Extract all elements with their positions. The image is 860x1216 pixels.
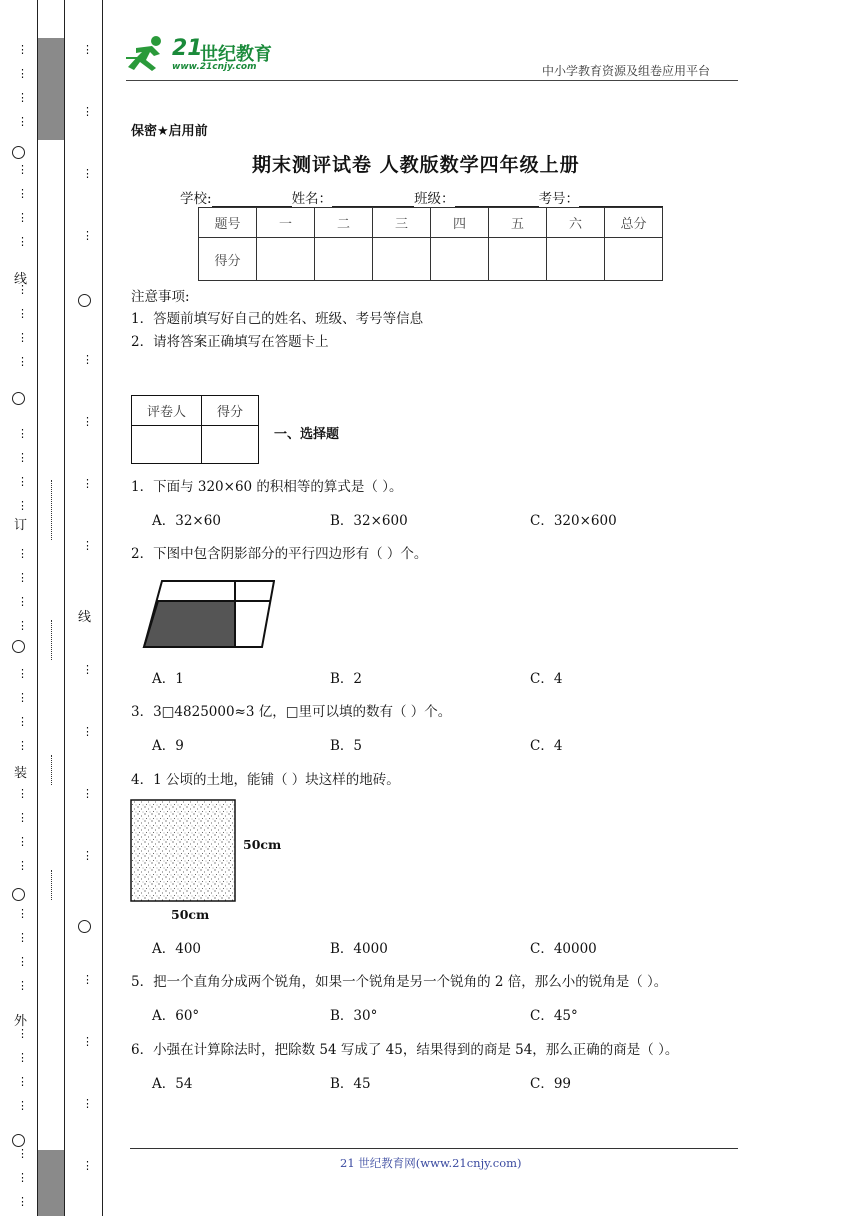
binding-dots: ⋮ [17,1051,28,1064]
binding-dots: ⋮ [17,955,28,968]
class-label: 班级： [414,191,455,207]
score-header-row [199,208,663,238]
dotted-mark [51,755,52,785]
binding-label: 线 [14,272,28,287]
option-a[interactable]: A．1 [152,671,184,687]
score-cell[interactable] [431,238,489,281]
info-fields [180,187,663,207]
binding-dots: ⋮ [82,849,93,862]
binding-dots: ⋮ [82,539,93,552]
binding-dots: ⋮ [82,477,93,490]
option-b[interactable]: B．5 [330,738,363,754]
binding-dots: ⋮ [17,1171,28,1184]
binding-dots: ⋮ [82,1097,93,1110]
binding-dots: ⋮ [82,725,93,738]
grader-score-label: 得分 [202,396,259,426]
binding-dots: ⋮ [82,415,93,428]
binding-hole-icon [12,888,25,901]
binding-dots: ⋮ [17,979,28,992]
binding-dots: ⋮ [17,427,28,440]
class-field[interactable] [455,193,539,207]
option-c[interactable]: C．45° [530,1008,578,1024]
binding-dots: ⋮ [17,835,28,848]
binding-dots: ⋮ [17,67,28,80]
binding-dots: ⋮ [17,1075,28,1088]
question-stem: 6．小强在计算除法时，把除数 54 写成了 45，结果得到的商是 54，那么正确的商是（ ）。 [131,1042,679,1058]
binding-dots: ⋮ [17,907,28,920]
binding-dots: ⋮ [17,475,28,488]
binding-dots: ⋮ [17,91,28,104]
binding-hole-icon [12,146,25,159]
score-cell[interactable] [373,238,431,281]
score-cell[interactable] [489,238,547,281]
header-rule [126,80,738,81]
binding-dots: ⋮ [82,229,93,242]
option-a[interactable]: A．60° [152,1008,200,1024]
score-value-row [199,238,663,281]
binding-dots: ⋮ [82,353,93,366]
score-header-cell: 六 [547,208,605,238]
binding-dots: ⋮ [17,187,28,200]
binding-dots: ⋮ [17,1195,28,1208]
binding-line-3 [102,0,103,1216]
footer-rule [130,1148,738,1149]
dotted-mark [51,870,52,900]
option-b[interactable]: B．4000 [330,941,388,957]
binding-hole-icon [78,920,91,933]
tile-side-label: 50cm [243,837,282,852]
floor-tile-figure [130,799,236,902]
logo-number: 21 [172,36,203,61]
note-item: 1．答题前填写好自己的姓名、班级、考号等信息 [131,311,424,327]
binding-label: 线 [78,610,92,625]
footer-text: 21 世纪教育网(www.21cnjy.com) [340,1156,522,1170]
tile-bottom-label: 50cm [171,907,210,922]
binding-dots: ⋮ [82,787,93,800]
binding-dots: ⋮ [17,331,28,344]
option-b[interactable]: B．2 [330,671,363,687]
binding-dots: ⋮ [17,595,28,608]
logo [126,34,296,76]
score-header-cell: 五 [489,208,547,238]
score-row-label: 得分 [199,238,257,281]
question-stem: 3．3□4825000≈3 亿，□里可以填的数有（ ）个。 [131,704,452,720]
binding-dots: ⋮ [17,283,28,296]
binding-dots: ⋮ [17,451,28,464]
question-stem: 2．下图中包含阴影部分的平行四边形有（ ）个。 [131,546,428,562]
gray-bar-top [38,38,64,140]
binding-hole-icon [12,392,25,405]
confidential-mark: 保密★启用前 [131,124,208,139]
name-field[interactable] [332,193,414,207]
binding-dots: ⋮ [17,115,28,128]
binding-dots: ⋮ [17,1147,28,1160]
logo-url: www.21cnjy.com [172,62,257,72]
option-c[interactable]: C．320×600 [530,513,617,529]
score-cell[interactable] [547,238,605,281]
binding-line-1 [37,0,38,1216]
grader-table [131,395,259,464]
dotted-mark [51,480,52,540]
dotted-mark [51,620,52,660]
score-table [198,207,663,281]
option-b[interactable]: B．32×600 [330,513,408,529]
binding-dots: ⋮ [17,859,28,872]
binding-dots: ⋮ [17,547,28,560]
binding-dots: ⋮ [17,1099,28,1112]
parallelogram-figure [140,578,275,650]
binding-hole-icon [78,294,91,307]
binding-dots: ⋮ [82,1035,93,1048]
binding-dots: ⋮ [17,1027,28,1040]
option-a[interactable]: A．32×60 [152,513,221,529]
binding-dots: ⋮ [17,739,28,752]
note-item: 2．请将答案正确填写在答题卡上 [131,334,329,350]
score-cell[interactable] [605,238,663,281]
binding-dots: ⋮ [17,307,28,320]
binding-hole-icon [12,640,25,653]
binding-label: 装 [14,766,28,781]
binding-line-2 [64,0,65,1216]
binding-dots: ⋮ [17,811,28,824]
option-a[interactable]: A．400 [152,941,202,957]
binding-dots: ⋮ [17,355,28,368]
binding-dots: ⋮ [17,715,28,728]
binding-dots: ⋮ [17,691,28,704]
binding-dots: ⋮ [82,43,93,56]
binding-dots: ⋮ [82,663,93,676]
section-title: 一、选择题 [274,427,340,442]
binding-dots: ⋮ [17,619,28,632]
question-stem: 4．1 公顷的土地，能铺（ ）块这样的地砖。 [131,772,400,788]
option-a[interactable]: A．54 [152,1076,193,1092]
gray-bar-bottom [38,1150,64,1216]
page-title: 期末测评试卷 人教版数学四年级上册 [252,154,580,176]
binding-dots: ⋮ [82,973,93,986]
platform-name: 中小学教育资源及组卷应用平台 [542,64,711,78]
option-c[interactable]: C．4 [530,671,563,687]
binding-dots: ⋮ [82,167,93,180]
binding-dots: ⋮ [17,667,28,680]
score-header-cell: 四 [431,208,489,238]
score-header-cell: 二 [315,208,373,238]
binding-hole-icon [12,1134,25,1147]
exam-number-field[interactable] [579,193,663,207]
binding-dots: ⋮ [17,163,28,176]
binding-dots: ⋮ [82,105,93,118]
logo-text: 世纪教育 [200,44,272,65]
binding-dots: ⋮ [17,211,28,224]
grader-label: 评卷人 [132,396,202,426]
score-header-cell: 三 [373,208,431,238]
option-c[interactable]: C．40000 [530,941,597,957]
school-label: 学校: [180,191,212,207]
option-b[interactable]: B．30° [330,1008,378,1024]
option-b[interactable]: B．45 [330,1076,371,1092]
binding-dots: ⋮ [17,499,28,512]
exam-number-label: 考号： [538,191,580,207]
score-cell[interactable] [315,238,373,281]
grader-score-cell[interactable] [202,426,259,464]
binding-label: 外 [14,1014,28,1029]
question-stem: 1．下面与 320×60 的积相等的算式是（ ）。 [131,479,403,495]
binding-dots: ⋮ [17,931,28,944]
runner-logo-icon [126,34,170,74]
binding-dots: ⋮ [17,571,28,584]
option-c[interactable]: C．4 [530,738,563,754]
option-a[interactable]: A．9 [152,738,184,754]
score-header-cell: 总分 [605,208,663,238]
binding-dots: ⋮ [17,235,28,248]
score-header-cell: 一 [257,208,315,238]
binding-dots: ⋮ [17,43,28,56]
binding-label: 订 [14,518,28,533]
school-field[interactable] [212,193,292,207]
notes-heading: 注意事项: [131,289,190,305]
score-header-cell: 题号 [199,208,257,238]
option-c[interactable]: C．99 [530,1076,572,1092]
question-stem: 5．把一个直角分成两个锐角，如果一个锐角是另一个锐角的 2 倍，那么小的锐角是（ ）。 [131,974,668,990]
score-cell[interactable] [257,238,315,281]
binding-dots: ⋮ [82,1159,93,1172]
grader-cell[interactable] [132,426,202,464]
name-label: 姓名： [291,191,333,207]
binding-dots: ⋮ [17,787,28,800]
